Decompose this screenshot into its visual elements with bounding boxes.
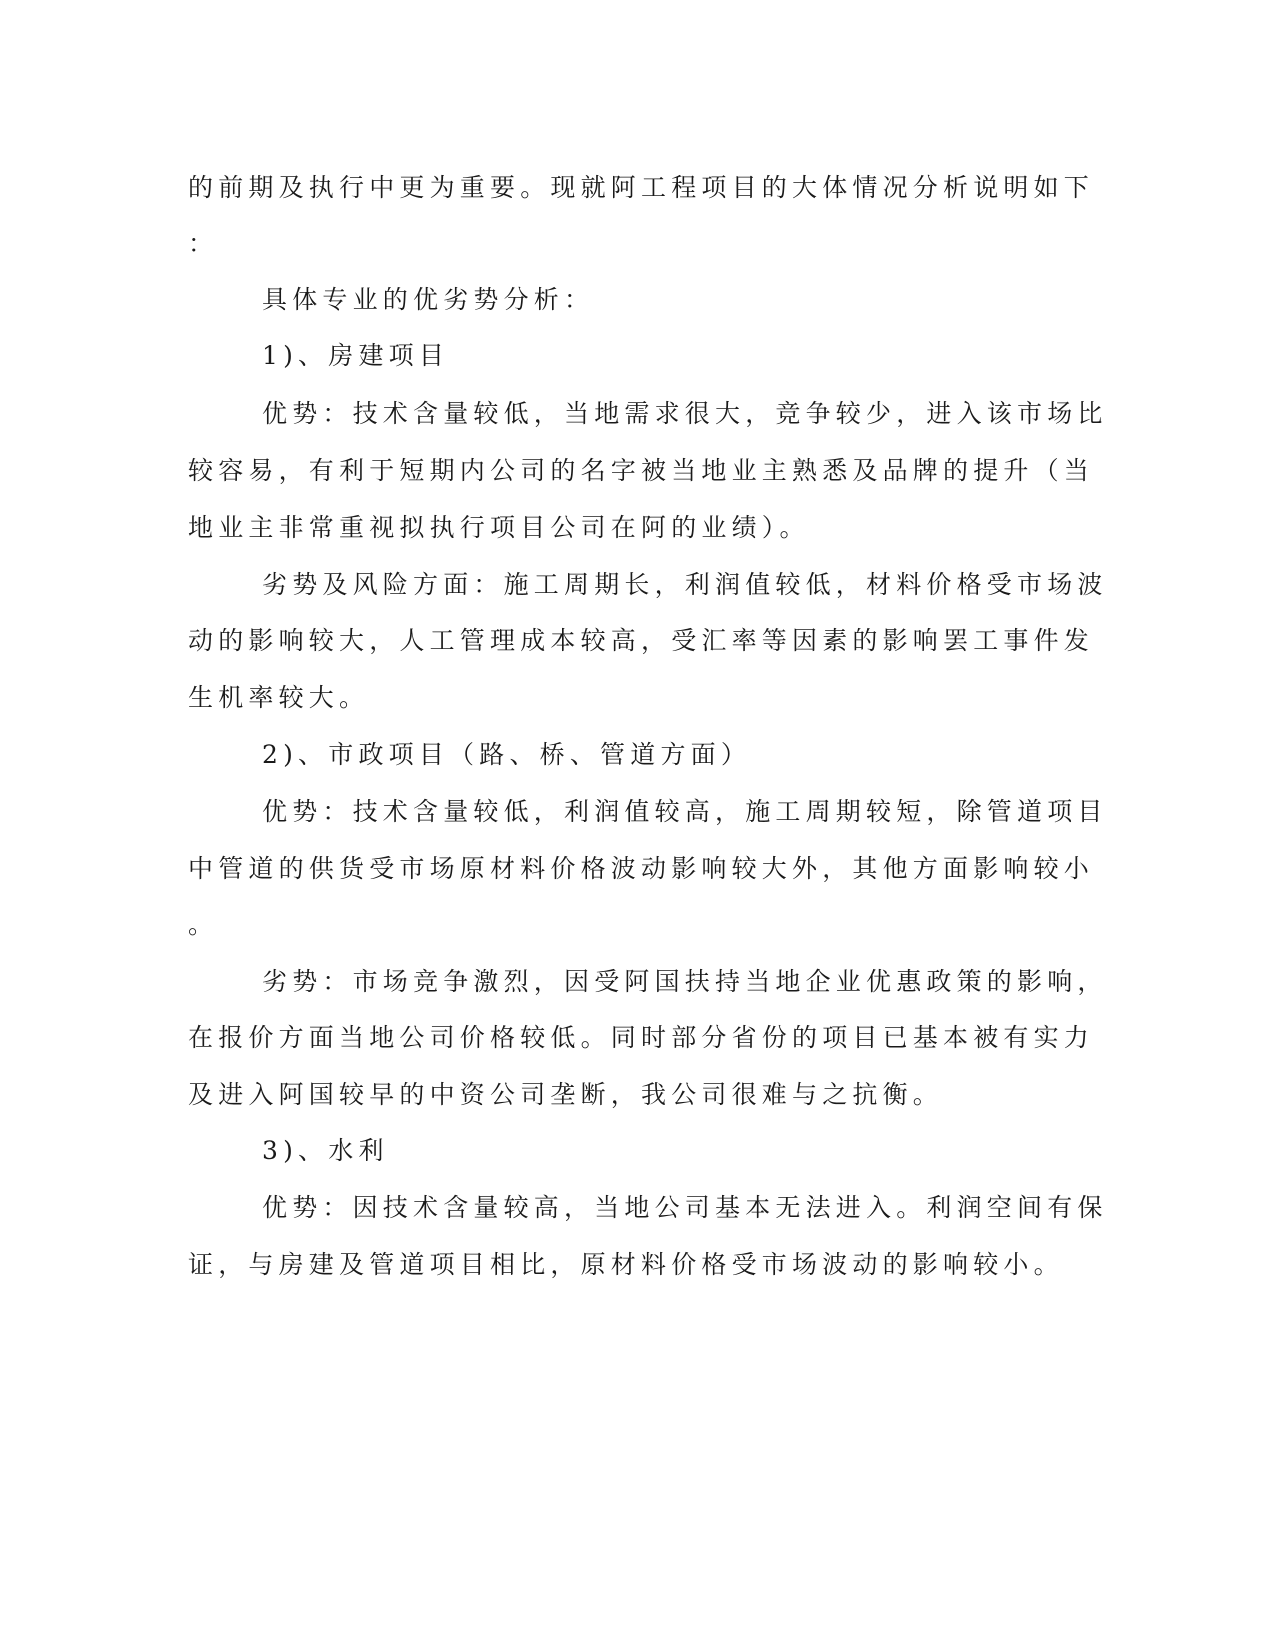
heading-municipal-project: 2)、市政项目（路、桥、管道方面）	[262, 740, 752, 769]
section-heading-analysis: 具体专业的优劣势分析：	[262, 285, 595, 314]
housing-disadvantage-line-1: 劣势及风险方面：施工周期长，利润值较低，材料价格受市场波	[262, 570, 1108, 599]
municipal-advantage-line-1: 优势：技术含量较低，利润值较高，施工周期较短，除管道项目	[262, 797, 1108, 826]
housing-advantage-line-2: 较容易，有利于短期内公司的名字被当地业主熟悉及品牌的提升（当	[188, 456, 1095, 485]
water-advantage-line-1: 优势：因技术含量较高，当地公司基本无法进入。利润空间有保	[262, 1193, 1108, 1222]
municipal-disadvantage-line-2: 在报价方面当地公司价格较低。同时部分省份的项目已基本被有实力	[188, 1023, 1095, 1052]
housing-disadvantage-line-3: 生机率较大。	[188, 683, 370, 712]
housing-disadvantage-line-2: 动的影响较大，人工管理成本较高，受汇率等因素的影响罢工事件发	[188, 626, 1095, 655]
water-advantage-line-2: 证，与房建及管道项目相比，原材料价格受市场波动的影响较小。	[188, 1250, 1064, 1279]
housing-advantage-line-1: 优势：技术含量较低，当地需求很大，竞争较少，进入该市场比	[262, 399, 1108, 428]
municipal-advantage-line-2: 中管道的供货受市场原材料价格波动影响较大外，其他方面影响较小	[188, 854, 1095, 883]
municipal-disadvantage-line-1: 劣势：市场竞争激烈，因受阿国扶持当地企业优惠政策的影响，	[262, 967, 1108, 996]
heading-housing-project: 1)、房建项目	[262, 341, 450, 370]
heading-water-conservancy: 3)、水利	[262, 1136, 389, 1165]
municipal-advantage-line-3: 。	[188, 910, 219, 939]
municipal-disadvantage-line-3: 及进入阿国较早的中资公司垄断，我公司很难与之抗衡。	[188, 1080, 944, 1109]
paragraph-line-1: 的前期及执行中更为重要。现就阿工程项目的大体情况分析说明如下	[188, 173, 1095, 202]
housing-advantage-line-3: 地业主非常重视拟执行项目公司在阿的业绩）。	[188, 513, 810, 542]
paragraph-line-2: ：	[188, 229, 219, 258]
